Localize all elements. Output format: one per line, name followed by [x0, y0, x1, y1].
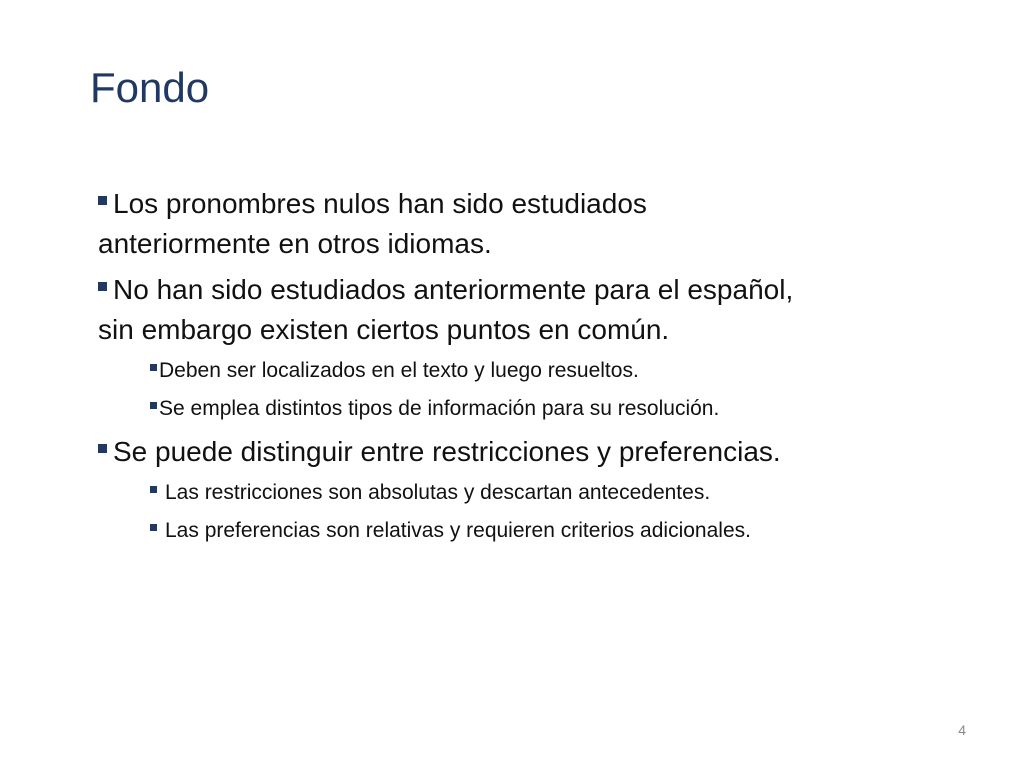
page-number: 4	[958, 722, 966, 738]
bullet-item	[98, 432, 958, 472]
bullet-item	[98, 270, 958, 350]
square-bullet-icon	[150, 524, 157, 531]
sub-bullet-item	[150, 394, 958, 424]
sub-bullet-text: Se emplea distintos tipos de información para su resolución.	[159, 397, 720, 420]
square-bullet-icon	[98, 282, 107, 291]
sub-bullet-text: Las preferencias son relativas y requieren criterios adicionales.	[165, 519, 751, 542]
bullet-text-line: No han sido estudiados anteriormente para el español,	[113, 274, 794, 305]
square-bullet-icon	[150, 364, 157, 371]
square-bullet-icon	[98, 444, 107, 453]
bullet-item	[98, 184, 958, 264]
sub-bullet-item	[150, 478, 958, 508]
sub-bullet-item	[150, 356, 958, 386]
slide-content	[98, 184, 958, 554]
square-bullet-icon	[98, 196, 107, 205]
bullet-text-line: Se puede distinguir entre restricciones y preferencias.	[113, 436, 781, 467]
sub-bullet-text: Las restricciones son absolutas y descartan antecedentes.	[165, 481, 711, 504]
sub-bullet-item	[150, 516, 958, 546]
square-bullet-icon	[150, 402, 157, 409]
square-bullet-icon	[150, 486, 157, 493]
bullet-text-line: anteriormente en otros idiomas.	[98, 228, 492, 259]
slide-title: Fondo	[90, 64, 210, 111]
bullet-text-line: Los pronombres nulos han sido estudiados	[113, 188, 647, 219]
sub-bullet-text: Deben ser localizados en el texto y luego resueltos.	[159, 359, 639, 382]
bullet-text-line: sin embargo existen ciertos puntos en común.	[98, 314, 670, 345]
